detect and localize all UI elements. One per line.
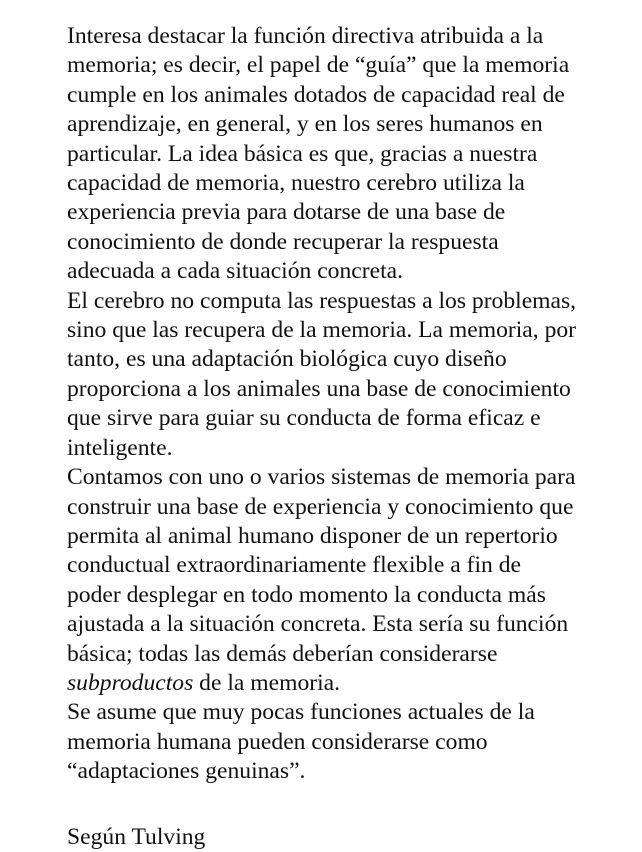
paragraph-memory-systems [67,463,577,698]
italic-subproductos: subproductos [67,669,194,696]
paragraph-memory-systems-text: Contamos con uno o varios sistemas de memoria para construir una base de experiencia y conocimiento que permita al animal humano disponer de un repertorio conductual extraordinariamente flexible a fin de poder desplegar en todo momento la conducta más ajustada a la situación concreta. Esta sería su función básica; todas las demás deberían considerarse [67,464,576,667]
paragraph-memory-systems-tail: de la memoria. [193,669,341,696]
paragraph-brain-retrieval: El cerebro no computa las respuestas a los problemas, sino que las recupera de la memoria. La memoria, por tanto, es una adaptación biológica cuyo diseño proporciona a los animales una base de conocimiento que sirve para guiar su conducta de forma eficaz e inteligente. [67,287,577,461]
paragraph-genuine-adaptations: Se asume que muy pocas funciones actuales de la memoria humana pueden considerarse como “adaptaciones genuinas”. [67,699,535,785]
paragraph-directive-function: Interesa destacar la función directiva atribuida a la memoria; es decir, el papel de “guía” que la memoria cumple en los animales dotados de capacidad real de aprendizaje, en general, y en los seres humanos en particular. La idea básica es que, gracias a nuestra capacidad de memoria, nuestro cerebro utiliza la experiencia previa para dotarse de una base de conocimiento de donde recuperar la respuesta adecuada a cada situación concreta. [67,23,570,285]
cut-off-next-line [67,824,207,850]
document-body [67,22,577,787]
cut-off-line-text: Según Tulving [67,824,206,850]
